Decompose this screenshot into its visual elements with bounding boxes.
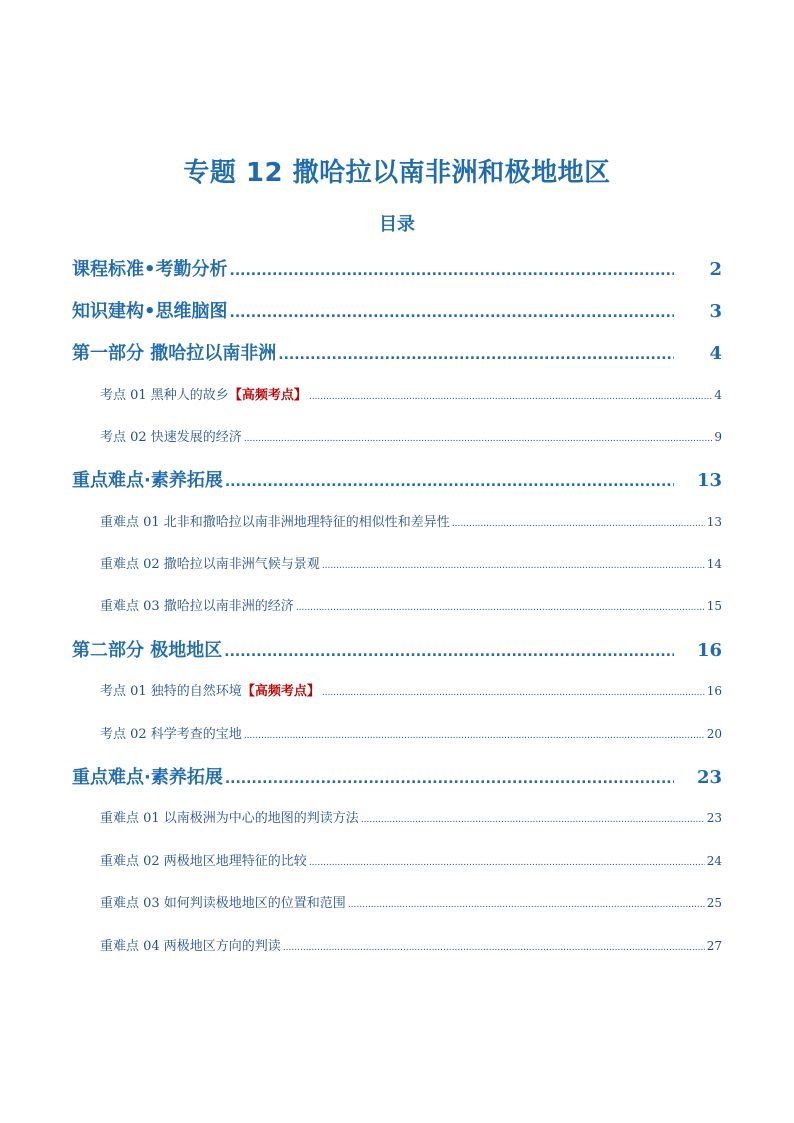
toc-entry-text: 考点 01 黑种人的故乡: [100, 388, 229, 403]
high-frequency-tag: 【高频考点】: [241, 684, 320, 699]
toc-page-number: 24: [706, 854, 722, 868]
toc-entry-label: 重点难点·素养拓展: [72, 470, 223, 491]
toc-entry-label: 考点 02 科学考查的宝地: [100, 727, 242, 742]
toc-dot-leader: [296, 603, 705, 613]
toc-entry-label: 第二部分 极地地区: [72, 640, 223, 661]
toc-entry-text: 考点 01 独特的自然环境: [100, 684, 242, 699]
toc-entry-label: [100, 680, 320, 699]
toc-entry-label: 重难点 03 如何判读极地地区的位置和范围: [100, 896, 346, 911]
toc-entry-difficulty-03-africa[interactable]: [100, 595, 722, 614]
toc-page-number: 9: [714, 430, 722, 444]
toc-entry-part-two-point-02[interactable]: [100, 723, 722, 742]
toc-entry-label: 重难点 04 两极地区方向的判读: [100, 939, 281, 954]
toc-entry-part-two-point-01[interactable]: [100, 680, 722, 699]
toc-page-number: 15: [706, 599, 722, 613]
toc-dot-leader: [348, 900, 705, 910]
toc-dot-leader: [225, 771, 674, 787]
toc-entry-label: 重难点 01 以南极洲为中心的地图的判读方法: [100, 811, 359, 826]
toc-entry-label: 重难点 03 撒哈拉以南非洲的经济: [100, 599, 294, 614]
toc-entry-part-one-point-02[interactable]: [100, 426, 722, 445]
toc-page-number: 25: [706, 896, 722, 910]
toc-entry-part-one[interactable]: [72, 339, 722, 365]
toc-page-number: 4: [709, 343, 722, 364]
toc-entry-label: 重难点 01 北非和撒哈拉以南非洲地理特征的相似性和差异性: [100, 515, 450, 530]
toc-page-number: 2: [709, 259, 722, 280]
toc-page-number: 20: [706, 727, 722, 741]
toc-entry-label: 重点难点·素养拓展: [72, 767, 223, 788]
toc-entry-part-one-point-01[interactable]: [100, 384, 722, 403]
toc-entry-label: 重难点 02 两极地区地理特征的比较: [100, 854, 307, 869]
high-frequency-tag: 【高频考点】: [228, 388, 307, 403]
toc-dot-leader: [322, 688, 705, 698]
document-title: 专题 12 撒哈拉以南非洲和极地地区: [183, 158, 611, 188]
toc-page-number: 23: [696, 767, 722, 788]
toc-page-number: 14: [706, 557, 722, 571]
toc-dot-leader: [225, 474, 674, 490]
toc-dot-leader: [244, 434, 713, 444]
toc-entry-difficulty-02-africa[interactable]: [100, 553, 722, 572]
toc-dot-leader: [230, 263, 674, 279]
toc-entry-difficulty-04-polar[interactable]: [100, 935, 722, 954]
toc-page-number: 3: [709, 301, 722, 322]
toc-entry-label: [100, 384, 307, 403]
toc-entry-difficulty-01-polar[interactable]: [100, 807, 722, 826]
toc-entry-label: 知识建构•思维脑图: [72, 301, 228, 322]
toc-page-number: 27: [706, 939, 722, 953]
toc-dot-leader: [283, 943, 705, 953]
toc-entry-difficulty-01-africa[interactable]: [100, 511, 722, 530]
toc-entry-curriculum-analysis[interactable]: [72, 255, 722, 281]
toc-heading: 目录: [379, 214, 415, 235]
toc-dot-leader: [278, 347, 674, 363]
toc-dot-leader: [224, 644, 674, 660]
toc-dot-leader: [309, 858, 705, 868]
toc-page-number: 23: [706, 811, 722, 825]
toc-page-number: 13: [696, 470, 722, 491]
toc-entry-mind-map[interactable]: [72, 297, 722, 323]
toc-page-number: 16: [696, 640, 722, 661]
toc-entry-label: 重难点 02 撒哈拉以南非洲气候与景观: [100, 557, 320, 572]
toc-dot-leader: [452, 519, 705, 529]
toc-page-number: 16: [706, 684, 722, 698]
toc-entry-part-two[interactable]: [72, 636, 722, 662]
toc-page-number: 4: [714, 388, 722, 402]
toc-page-number: 13: [706, 515, 722, 529]
toc-dot-leader: [230, 305, 674, 321]
toc-entry-difficulty-03-polar[interactable]: [100, 892, 722, 911]
toc-entry-label: 第一部分 撒哈拉以南非洲: [72, 343, 277, 364]
toc-entry-key-points-1[interactable]: [72, 466, 722, 492]
toc-entry-key-points-2[interactable]: [72, 763, 722, 789]
toc-dot-leader: [322, 561, 705, 571]
toc-entry-label: 考点 02 快速发展的经济: [100, 430, 242, 445]
toc-entry-label: 课程标准•考勤分析: [72, 259, 228, 280]
toc-dot-leader: [309, 392, 713, 402]
toc-dot-leader: [361, 815, 705, 825]
toc-entry-difficulty-02-polar[interactable]: [100, 850, 722, 869]
toc-dot-leader: [244, 731, 705, 741]
